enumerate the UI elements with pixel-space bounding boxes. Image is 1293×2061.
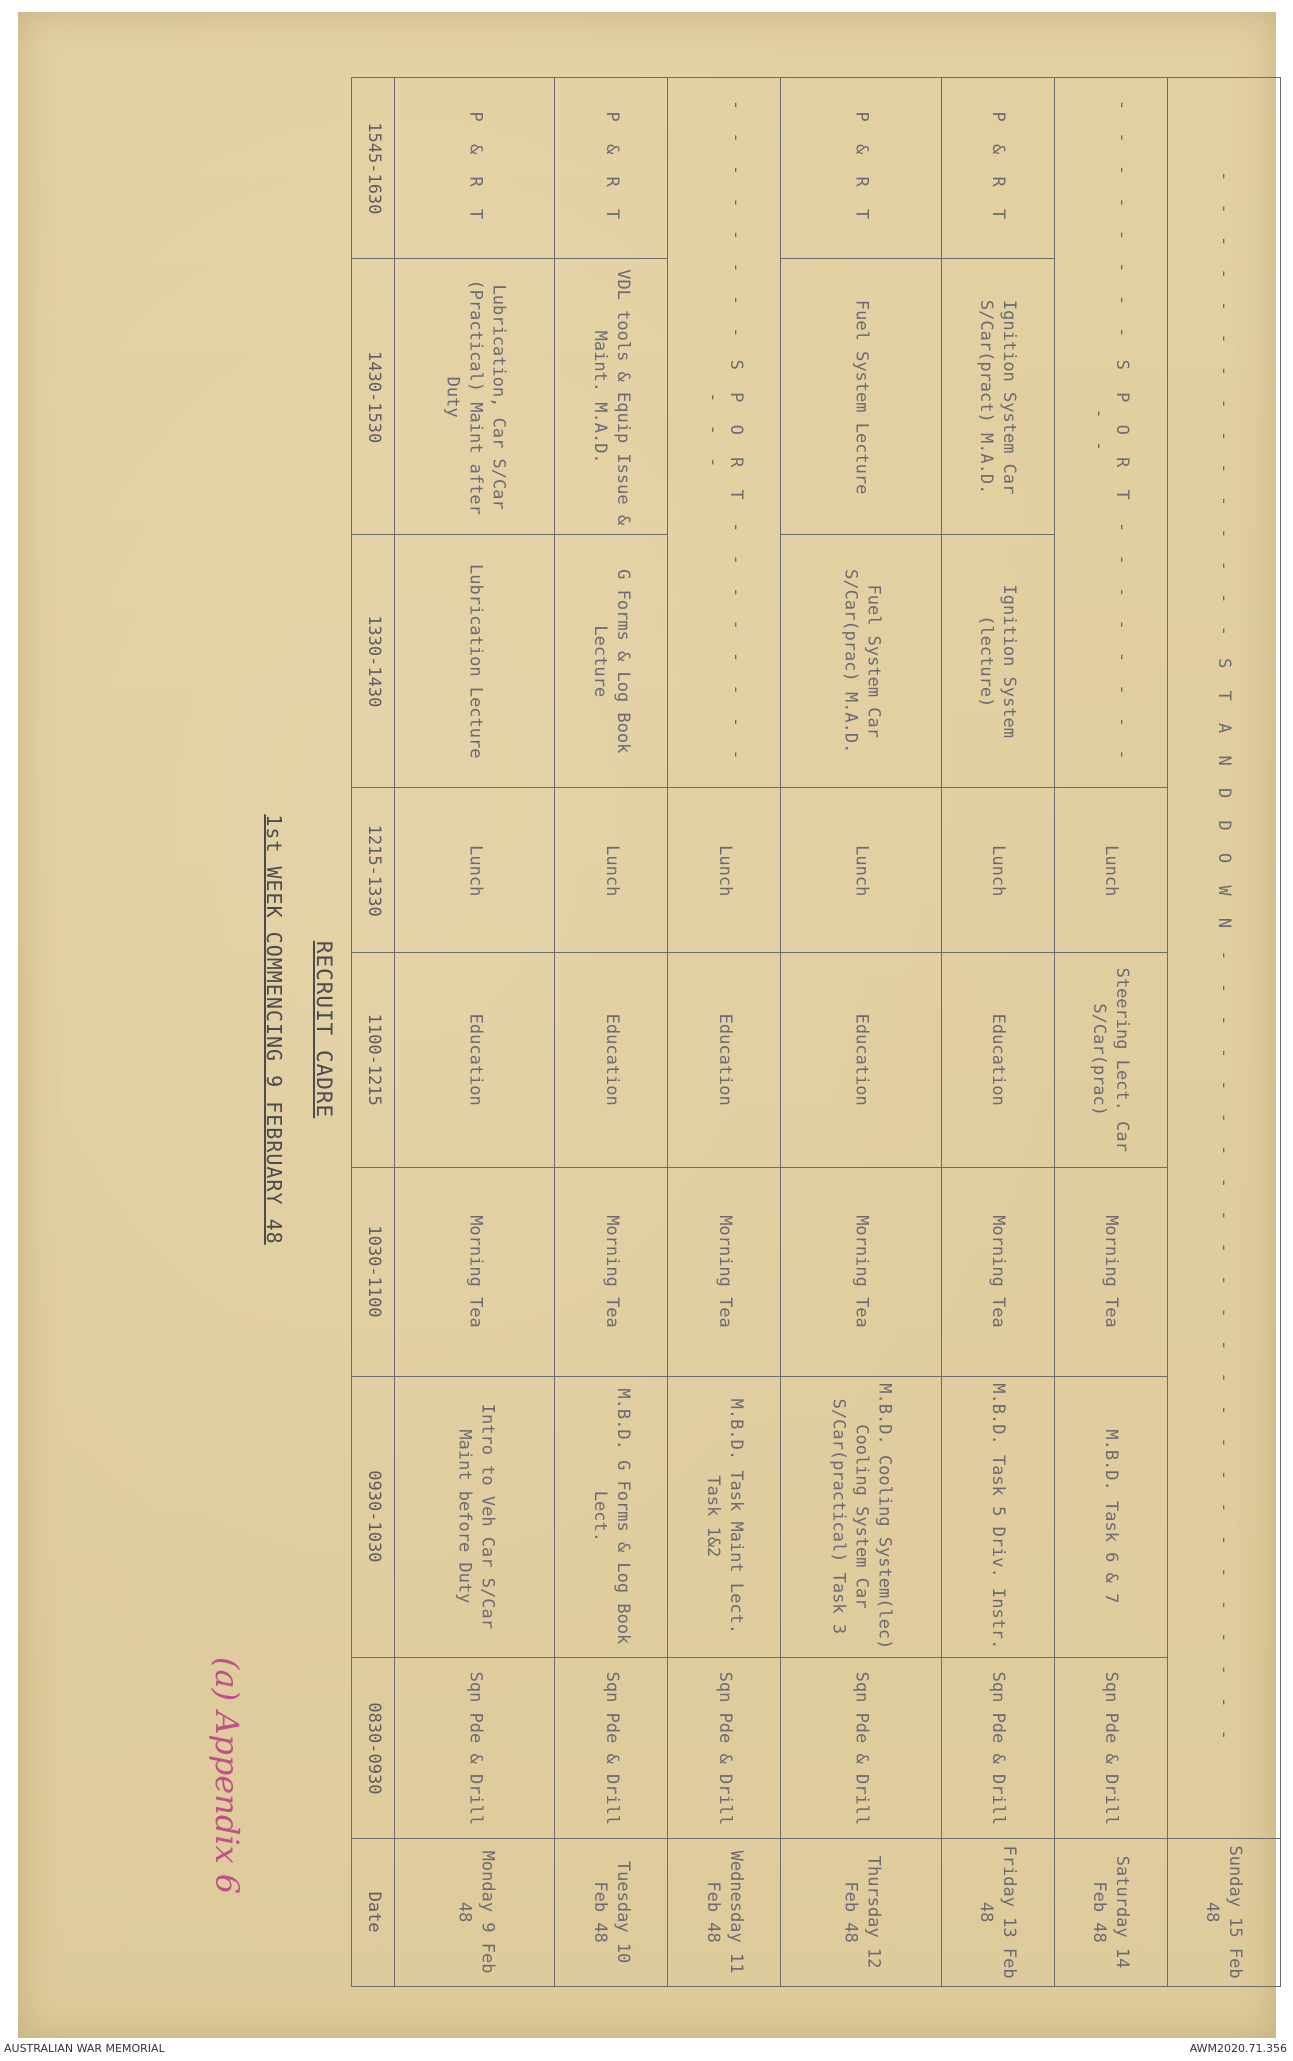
table-cell: Lunch <box>395 788 555 953</box>
document-sheet <box>18 12 1276 2038</box>
sport-cell: - - - - - - - - S P O R T - - - - - - - - - - - <box>668 78 781 789</box>
table-cell: M.B.D. Cooling System(lec) Cooling System Car S/Car(practical) Task 3 <box>781 1376 941 1657</box>
table-row <box>395 78 555 1987</box>
table-cell: Morning Tea <box>668 1167 781 1376</box>
sport-cell: - - - - - - - - S P O R T - - - - - - - - - - <box>1054 78 1167 789</box>
table-cell: Morning Tea <box>941 1167 1054 1376</box>
date-cell: Monday 9 Feb 48 <box>395 1839 555 1987</box>
header-slot: 1430-1530 <box>352 259 395 535</box>
table-cell: Lunch <box>555 788 668 953</box>
header-slot: 1545-1630 <box>352 78 395 259</box>
table-row <box>1054 78 1167 1987</box>
table-cell: Morning Tea <box>1054 1167 1167 1376</box>
header-date: Date <box>352 1839 395 1987</box>
date-cell: Friday 13 Feb 48 <box>941 1839 1054 1987</box>
header-slot: 1030-1100 <box>352 1167 395 1376</box>
date-cell: Wednesday 11 Feb 48 <box>668 1839 781 1987</box>
table-cell: M.B.D. G Forms & Log Book Lect. <box>555 1376 668 1657</box>
table-cell: G Forms & Log Book Lecture <box>555 535 668 788</box>
table-cell: Sqn Pde & Drill <box>668 1657 781 1838</box>
table-cell: Sqn Pde & Drill <box>941 1657 1054 1838</box>
table-cell: Lubrication, Car S/Car (Practical) Maint after Duty <box>395 259 555 535</box>
table-cell: Sqn Pde & Drill <box>781 1657 941 1838</box>
table-cell: Ignition System Car S/Car(pract) M.A.D. <box>941 259 1054 535</box>
table-cell: M.B.D. Task 6 & 7 <box>1054 1376 1167 1657</box>
table-cell: M.B.D. Task 5 Driv. Instr. <box>941 1376 1054 1657</box>
table-cell: Sqn Pde & Drill <box>555 1657 668 1838</box>
table-cell: Morning Tea <box>555 1167 668 1376</box>
header-slot: 1100-1215 <box>352 953 395 1168</box>
table-cell: VDL tools & Equip Issue & Maint. M.A.D. <box>555 259 668 535</box>
table-cell: Education <box>395 953 555 1168</box>
date-cell: Sunday 15 Feb 48 <box>1167 1839 1280 1987</box>
table-cell: P & R T <box>555 78 668 259</box>
table-cell: Education <box>941 953 1054 1168</box>
date-cell: Saturday 14 Feb 48 <box>1054 1839 1167 1987</box>
table-cell: Morning Tea <box>781 1167 941 1376</box>
header-slot: 1330-1430 <box>352 535 395 788</box>
table-cell: Fuel System Lecture <box>781 259 941 535</box>
table-row <box>668 78 781 1987</box>
table-row <box>1167 78 1280 1987</box>
document-title: RECRUIT CADRE <box>312 940 336 1119</box>
table-cell: P & R T <box>395 78 555 259</box>
table-cell: Lunch <box>781 788 941 953</box>
table-row <box>555 78 668 1987</box>
header-slot: 1215-1330 <box>352 788 395 953</box>
handwritten-annotation: (a) Appendix 6 <box>208 1657 246 1895</box>
table-cell: Education <box>555 953 668 1168</box>
date-cell: Tuesday 10 Feb 48 <box>555 1839 668 1987</box>
rotated-page <box>208 67 1286 1992</box>
table-cell: Intro to Veh Car S/Car Maint before Duty <box>395 1376 555 1657</box>
table-header-row <box>352 78 395 1987</box>
footer-accession-number: AWM2020.71.356 <box>1189 2042 1287 2055</box>
table-cell: Morning Tea <box>395 1167 555 1376</box>
table-cell: P & R T <box>781 78 941 259</box>
table-cell: Sqn Pde & Drill <box>1054 1657 1167 1838</box>
table-cell: M.B.D. Task Maint Lect. Task 1&2 <box>668 1376 781 1657</box>
table-row <box>781 78 941 1987</box>
table-cell: Lunch <box>941 788 1054 953</box>
table-cell: Sqn Pde & Drill <box>395 1657 555 1838</box>
date-cell: Thursday 12 Feb 48 <box>781 1839 941 1987</box>
table-cell: Education <box>781 953 941 1168</box>
document-subtitle: 1st WEEK COMMENCING 9 FEBRUARY 48 <box>262 814 286 1245</box>
table-row <box>941 78 1054 1987</box>
footer-credit: AUSTRALIAN WAR MEMORIAL <box>4 2042 165 2055</box>
header-slot: 0930-1030 <box>352 1376 395 1657</box>
table-cell: Lubrication Lecture <box>395 535 555 788</box>
table-cell: Ignition System (lecture) <box>941 535 1054 788</box>
table-cell: Fuel System Car S/Car(prac) M.A.D. <box>781 535 941 788</box>
table-cell: P & R T <box>941 78 1054 259</box>
header-slot: 0830-0930 <box>352 1657 395 1838</box>
timetable <box>351 77 1281 1987</box>
table-cell: Lunch <box>1054 788 1167 953</box>
table-cell: Steering Lect. Car S/Car(prac) <box>1054 953 1167 1168</box>
stand-down-cell: - - - - - - - - - - - - - - - S T A N D D O W N - - - - - - - - - - - - - - - - - - - - - - - - - <box>1167 78 1280 1839</box>
table-cell: Lunch <box>668 788 781 953</box>
table-cell: Education <box>668 953 781 1168</box>
